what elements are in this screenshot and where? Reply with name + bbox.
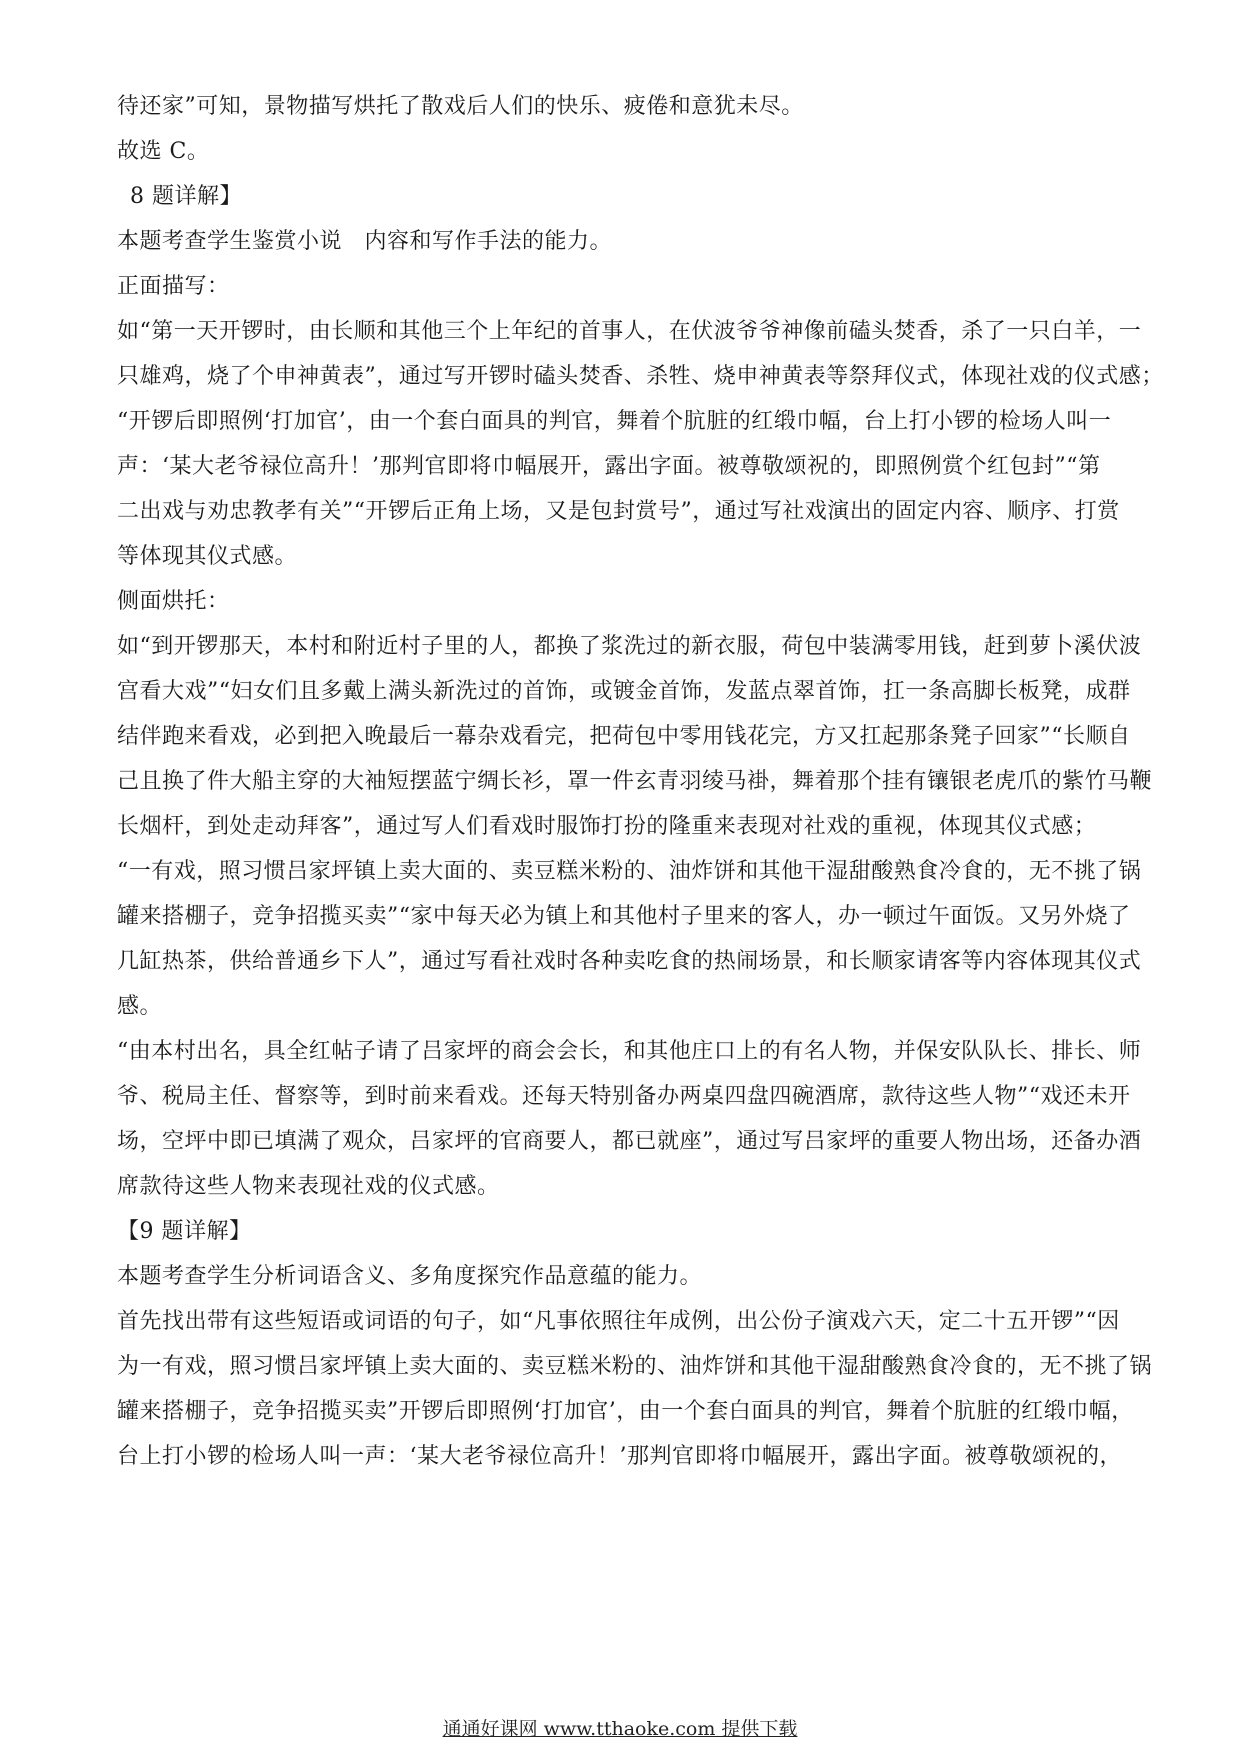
section-heading: 【9 题详解】: [117, 1219, 252, 1244]
text-line: 几缸热茶，供给普通乡下人”，通过写看社戏时各种卖吃食的热闹场景，和长顺家请客等内容体现其仪式: [117, 949, 1142, 974]
subheading: 侧面烘托：: [117, 589, 230, 614]
text-line: 本题考查学生鉴赏小说 内容和写作手法的能力。: [117, 229, 613, 254]
subheading: 正面描写：: [117, 274, 230, 299]
text-line: 首先找出带有这些短语或词语的句子，如“凡事依照往年成例，出公份子演戏六天，定二十五开锣”“因: [117, 1309, 1120, 1334]
section-heading: 8 题详解】: [130, 184, 242, 209]
text-line: 席款待这些人物来表现社戏的仪式感。: [117, 1174, 500, 1199]
text-line: “开锣后即照例‘打加官’，由一个套白面具的判官，舞着个肮脏的红缎巾幅，台上打小锣的检场人叫一: [117, 409, 1112, 434]
text-line: 罐来搭棚子，竞争招揽买卖”“家中每天必为镇上和其他村子里来的客人，办一顿过午面饭。又另外烧了: [117, 904, 1131, 929]
text-line: 如“第一天开锣时，由长顺和其他三个上年纪的首事人，在伏波爷爷神像前磕头焚香，杀了一只白羊，一: [117, 319, 1142, 344]
text-line: 罐来搭棚子，竞争招揽买卖”开锣后即照例‘打加官’，由一个套白面具的判官，舞着个肮脏的红缎巾幅，: [117, 1399, 1134, 1424]
text-line: 声：‘某大老爷禄位高升！’那判官即将巾幅展开，露出字面。被尊敬颂祝的，即照例赏个红包封”“第: [117, 454, 1101, 479]
text-line: 故选 C。: [117, 139, 210, 164]
text-line: 台上打小锣的检场人叫一声：‘某大老爷禄位高升！’那判官即将巾幅展开，露出字面。被尊敬颂祝的，: [117, 1444, 1122, 1469]
text-line: 结伴跑来看戏，必到把入晚最后一幕杂戏看完，把荷包中零用钱花完，方又扛起那条凳子回家”“长顺自: [117, 724, 1131, 749]
text-line: 场，空坪中即已填满了观众，吕家坪的官商要人，都已就座”，通过写吕家坪的重要人物出场，还备办酒: [117, 1129, 1142, 1154]
text-line: 己且换了件大船主穿的大袖短摆蓝宁绸长衫，罩一件玄青羽绫马褂，舞着那个挂有镶银老虎爪的紫竹马鞭: [117, 769, 1153, 794]
text-line: 长烟杆，到处走动拜客”，通过写人们看戏时服饰打扮的隆重来表现对社戏的重视，体现其仪式感；: [117, 814, 1097, 839]
text-line: 如“到开锣那天，本村和附近村子里的人，都换了浆洗过的新衣服，荷包中装满零用钱，赶到萝卜溪伏波: [117, 634, 1142, 659]
text-line: 爷、税局主任、督察等，到时前来看戏。还每天特别备办两桌四盘四碗酒席，款待这些人物”“戏还未开: [117, 1084, 1131, 1109]
text-line: 感。: [117, 994, 163, 1019]
text-line: “一有戏，照习惯吕家坪镇上卖大面的、卖豆糕米粉的、油炸饼和其他干湿甜酸熟食冷食的，无不挑了锅: [117, 859, 1142, 884]
text-line: 宫看大戏”“妇女们且多戴上满头新洗过的首饰，或镀金首饰，发蓝点翠首饰，扛一条高脚长板凳，成群: [117, 679, 1131, 704]
text-line: 只雄鸡，烧了个申神黄表”，通过写开锣时磕头焚香、杀牲、烧申神黄表等祭拜仪式，体现社戏的仪式感；: [117, 364, 1164, 389]
text-line: “由本村出名，具全红帖子请了吕家坪的商会会长，和其他庄口上的有名人物，并保安队队长、排长、师: [117, 1039, 1142, 1064]
text-line: 待还家”可知，景物描写烘托了散戏后人们的快乐、疲倦和意犹未尽。: [117, 94, 804, 119]
text-line: 二出戏与劝忠教孝有关”“开锣后正角上场，又是包封赏号”，通过写社戏演出的固定内容、顺序、打赏: [117, 499, 1120, 524]
text-line: 本题考查学生分析词语含义、多角度探究作品意蕴的能力。: [117, 1264, 703, 1289]
footer-watermark-link[interactable]: 通通好课网 www.tthaoke.com 提供下载: [442, 1718, 798, 1740]
text-line: 为一有戏，照习惯吕家坪镇上卖大面的、卖豆糕米粉的、油炸饼和其他干湿甜酸熟食冷食的，无不挑了锅: [117, 1354, 1153, 1379]
text-line: 等体现其仪式感。: [117, 544, 298, 569]
